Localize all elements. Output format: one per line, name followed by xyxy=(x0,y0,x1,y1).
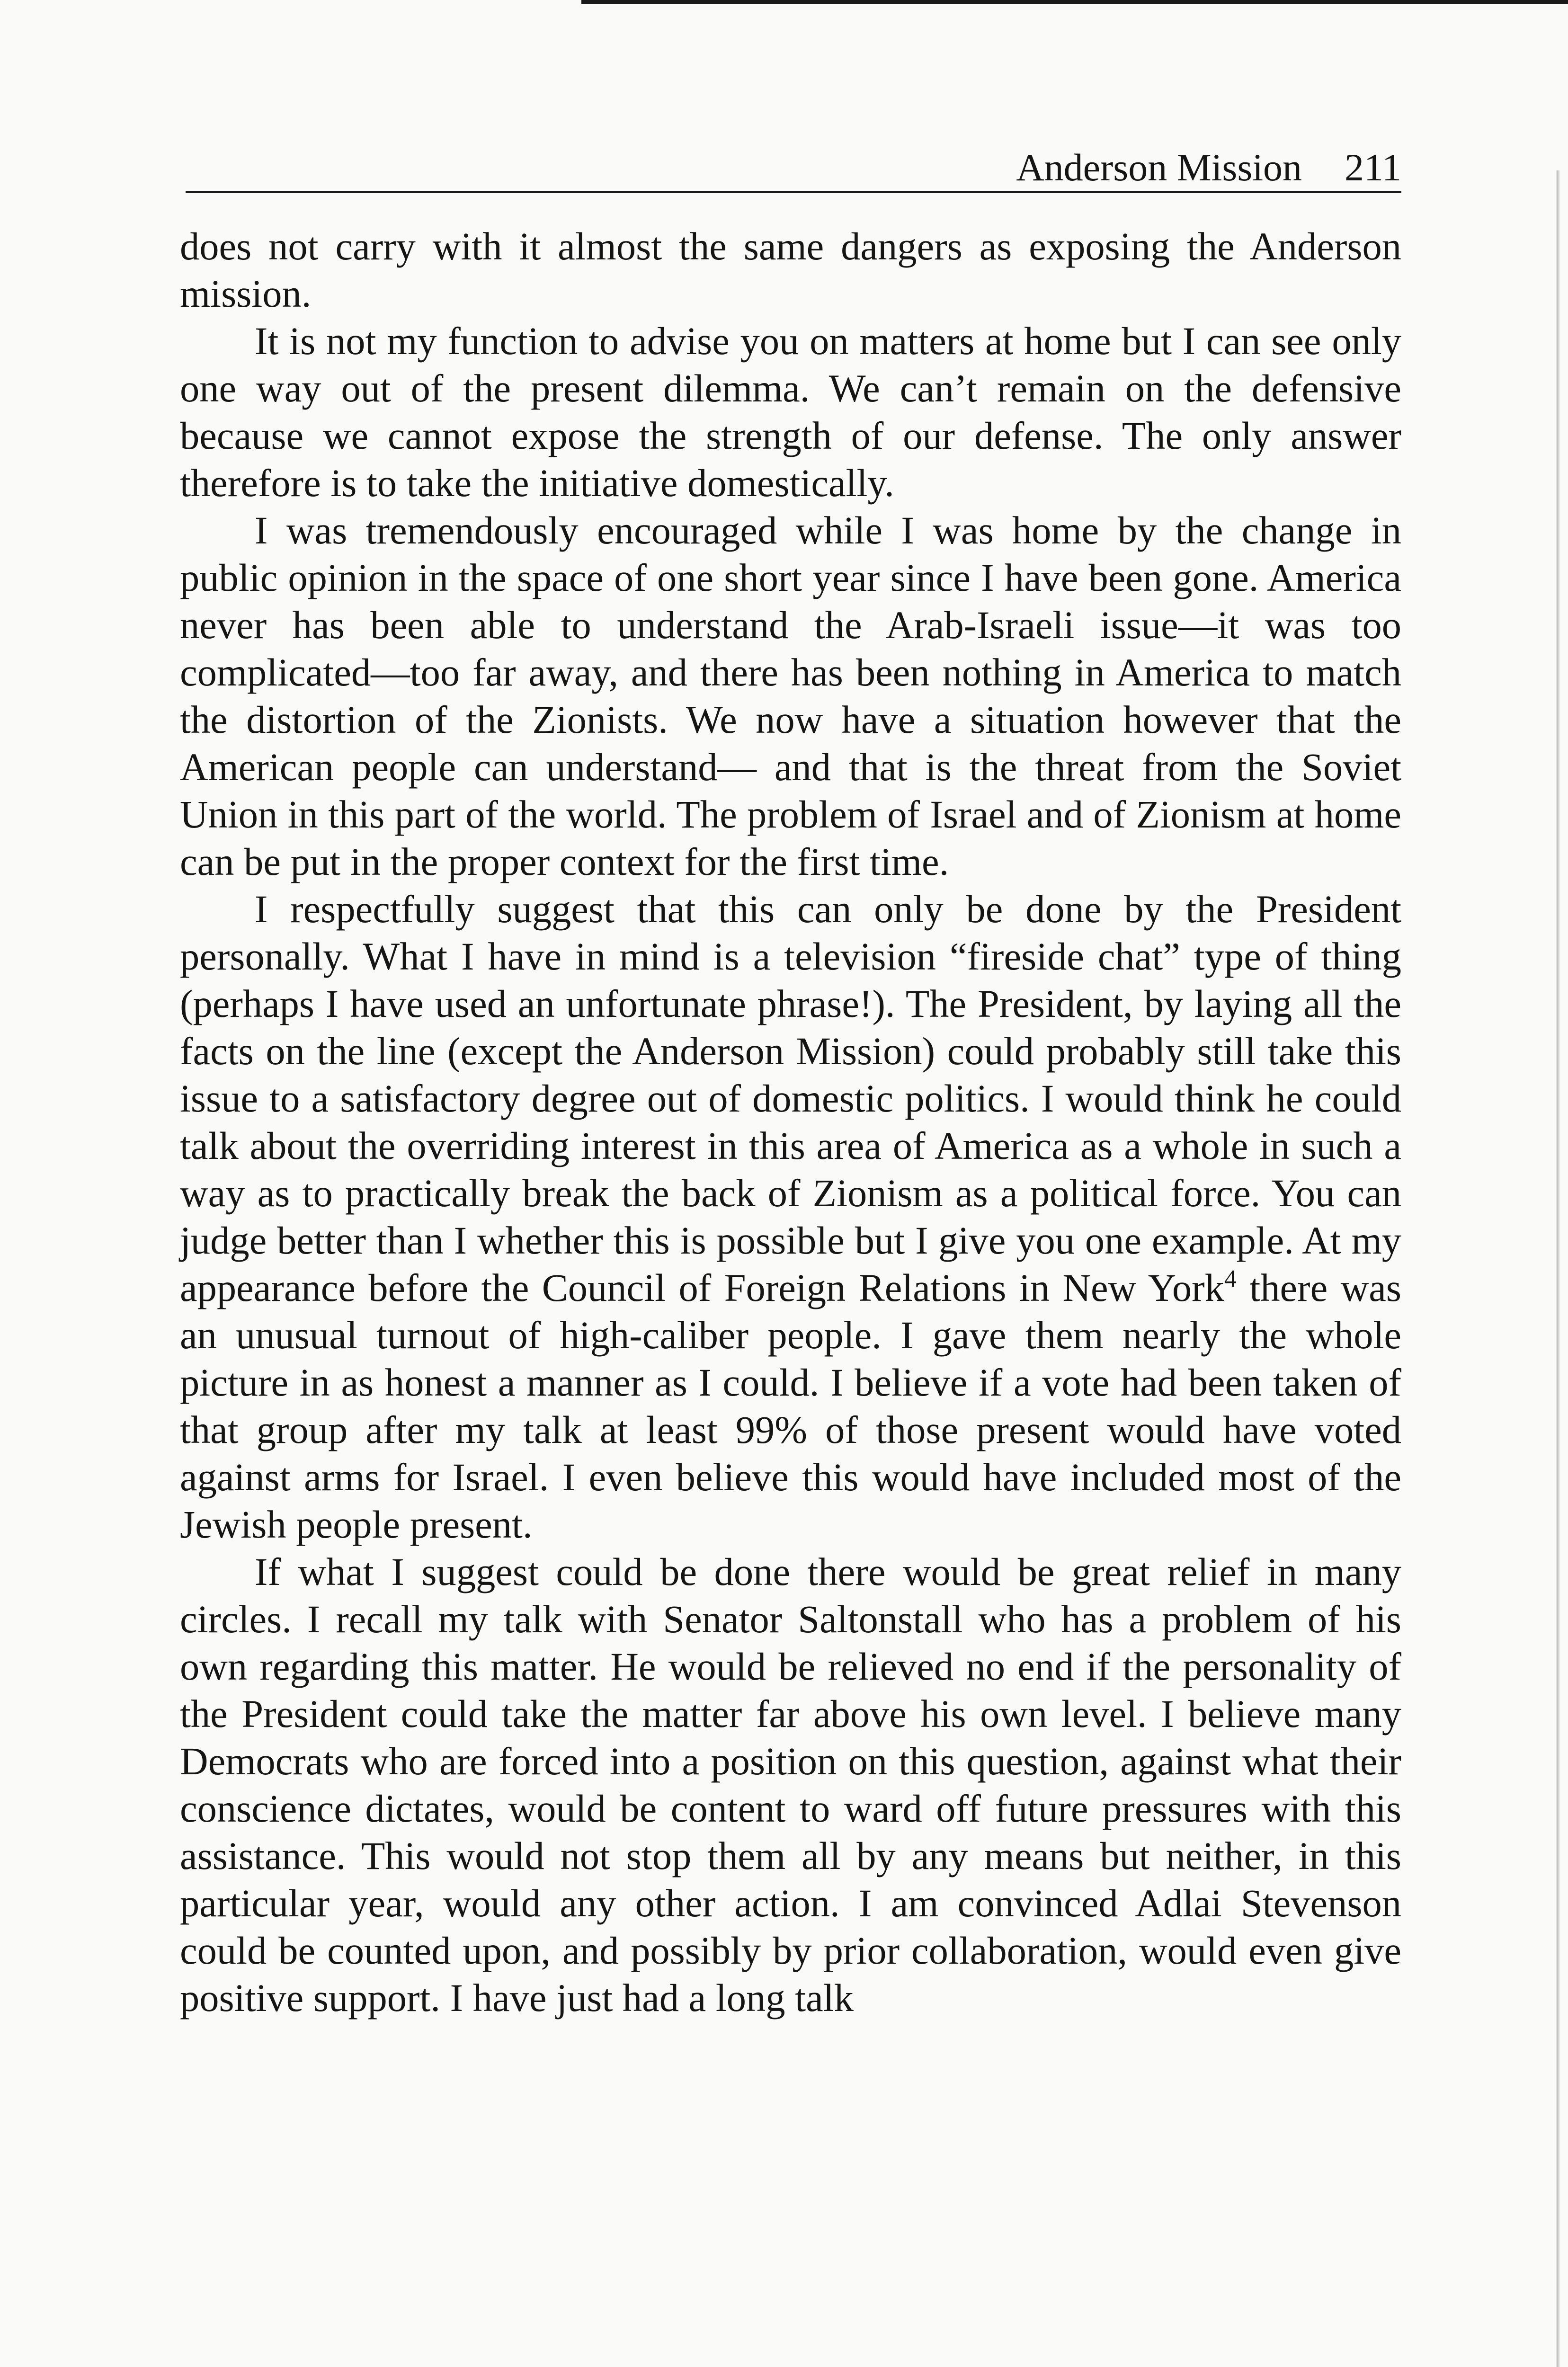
top-edge-rule xyxy=(581,0,1568,4)
paragraph-3: I was tremendously encouraged while I was home by the change in public opinion in the space of one short year since I have been gone. America never has been able to understand the Arab-Israeli issue—it was too complicated—too far away, and there has been nothing in America to match the distortion of the Zionists. We now have a situation however that the American people can understand— and that is the threat from the Soviet Union in this part of the world. The problem of Israel and of Zionism at home can be put in the proper context for the first time. xyxy=(180,508,1401,883)
paragraph-1: does not carry with it almost the same dangers as exposing the Anderson mission. xyxy=(180,224,1401,315)
page-number: 211 xyxy=(1345,146,1401,189)
running-title: Anderson Mission xyxy=(1016,146,1302,189)
footnote-reference: 4 xyxy=(1224,1265,1237,1292)
paragraph-4 xyxy=(180,885,1401,1548)
running-head xyxy=(186,146,1401,193)
paragraph-5: If what I suggest could be done there would be great relief in many circles. I recall my talk with Senator Saltonstall who has a problem of his own regarding this matter. He would be relieved no end if the personality of the President could take the matter far above his own level. I believe many Democrats who are forced into a position on this question, against what their conscience dictates, would be content to ward off future pressures with this assistance. This would not stop them all by any means but neither, in this particular year, would any other action. I am convinced Adlai Stevenson could be counted upon, and possibly by prior collaboration, would even give positive support. I have just had a long talk xyxy=(180,1550,1401,2020)
paragraph-2: It is not my function to advise you on matters at home but I can see only one way out of the present dilemma. We can’t remain on the defensive because we cannot expose the strength of our defense. The only answer therefore is to take the initiative domestically. xyxy=(180,319,1401,505)
page-edge-shadow xyxy=(1556,170,1560,2367)
paragraph-4-before-note: I respectfully suggest that this can only be done by the President personally. What I have in mind is a television “fireside chat” type of thing (perhaps I have used an unfortunate phrase!). The President, by laying all the facts on the line (except the Anderson Mission) could probably still take this issue to a satisfactory degree out of domestic politics. I would think he could talk about the overriding interest in this area of America as a whole in such a way as to practically break the back of Zionism as a political force. You can judge better than I whether this is possible but I give you one example. At my appearance before the Council of Foreign Relations in New York xyxy=(180,887,1401,1309)
paragraph-4-after-note: there was an unusual turnout of high-caliber people. I gave them nearly the whole picture in as honest a manner as I could. I believe if a vote had been taken of that group after my talk at least 99% of those present would have voted against arms for Israel. I even believe this would have included most of the Jewish people present. xyxy=(180,1266,1401,1546)
body-text xyxy=(180,222,1401,2021)
